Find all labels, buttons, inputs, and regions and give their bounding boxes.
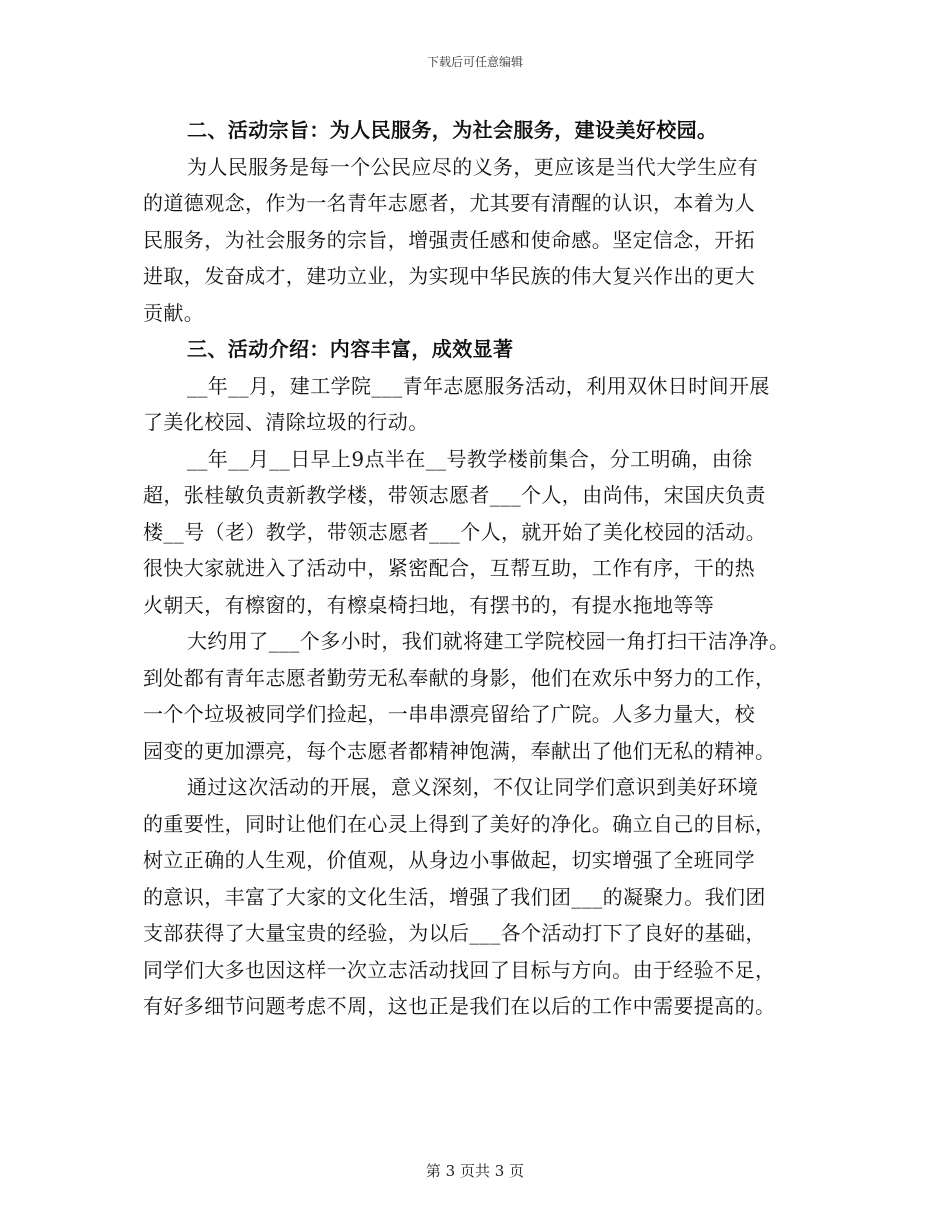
text-line: 火朝天，有檫窗的，有檫桌椅扫地，有摆书的，有提水拖地等等: [143, 592, 715, 617]
page-footer: 第 3 页共 3 页: [425, 1162, 525, 1180]
text-line: 超，张桂敏负责新教学楼，带领志愿者___个人，由尚伟，宋国庆负责: [143, 483, 766, 507]
text-line: 有好多细节问题考虑不周，这也正是我们在以后的工作中需要提高的。: [143, 994, 776, 1018]
text-line: 为人民服务是每一个公民应尽的义务，更应该是当代大学生应有: [187, 154, 759, 179]
document-body: [143, 112, 803, 1025]
section-heading: 二、活动宗旨：为人民服务，为社会服务，建设美好校园。: [187, 118, 718, 142]
text-line: 的意识，丰富了大家的文化生活，增强了我们团___的凝聚力。我们团: [143, 884, 766, 909]
text-line: 的道德观念，作为一名青年志愿者，尤其要有清醒的认识，本着为人: [143, 191, 755, 215]
text-line: 的重要性，同时让他们在心灵上得到了美好的净化。确立自己的目标，: [143, 811, 776, 836]
text-line: __年__月，建工学院___青年志愿服务活动，利用双休日时间开展: [187, 373, 770, 398]
text-line: 支部获得了大量宝贵的经验，为以后___各个活动打下了良好的基础，: [143, 921, 766, 945]
text-line: 同学们大多也因这样一次立志活动找回了目标与方向。由于经验不足，: [143, 957, 776, 982]
text-line: 树立正确的人生观，价值观，从身边小事做起，切实增强了全班同学: [143, 848, 755, 872]
text-line: 贡献。: [143, 300, 205, 325]
page-header: 下载后可任意编辑: [426, 55, 523, 69]
text-line: 大约用了___个多小时，我们就将建工学院校园一角打扫干洁净净。: [187, 629, 790, 653]
text-line: 进取，发奋成才，建功立业，为实现中华民族的伟大复兴作出的更大: [143, 264, 755, 288]
text-line: 到处都有青年志愿者勤劳无私奉献的身影，他们在欢乐中努力的工作，: [143, 665, 776, 690]
text-line: __年__月__日早上9点半在__号教学楼前集合，分工明确，由徐: [187, 446, 753, 471]
text-line: 楼__号（老）教学，带领志愿者___个人，就开始了美化校园的活动。: [143, 519, 767, 544]
text-line: 通过这次活动的开展，意义深刻，不仅让同学们意识到美好环境: [187, 775, 759, 799]
section-heading: 三、活动介绍：内容丰富，成效显著: [187, 337, 514, 361]
text-line: 园变的更加漂亮，每个志愿者都精神饱满，奉献出了他们无私的精神。: [143, 738, 776, 763]
text-line: 民服务，为社会服务的宗旨，增强责任感和使命感。坚定信念，开拓: [143, 227, 755, 252]
text-line: 很快大家就进入了活动中，紧密配合，互帮互助，工作有序，干的热: [143, 556, 755, 580]
text-line: 了美化校园、清除垃圾的行动。: [143, 410, 429, 434]
text-line: 一个个垃圾被同学们捡起，一串串漂亮留给了广院。人多力量大，校: [143, 702, 755, 726]
